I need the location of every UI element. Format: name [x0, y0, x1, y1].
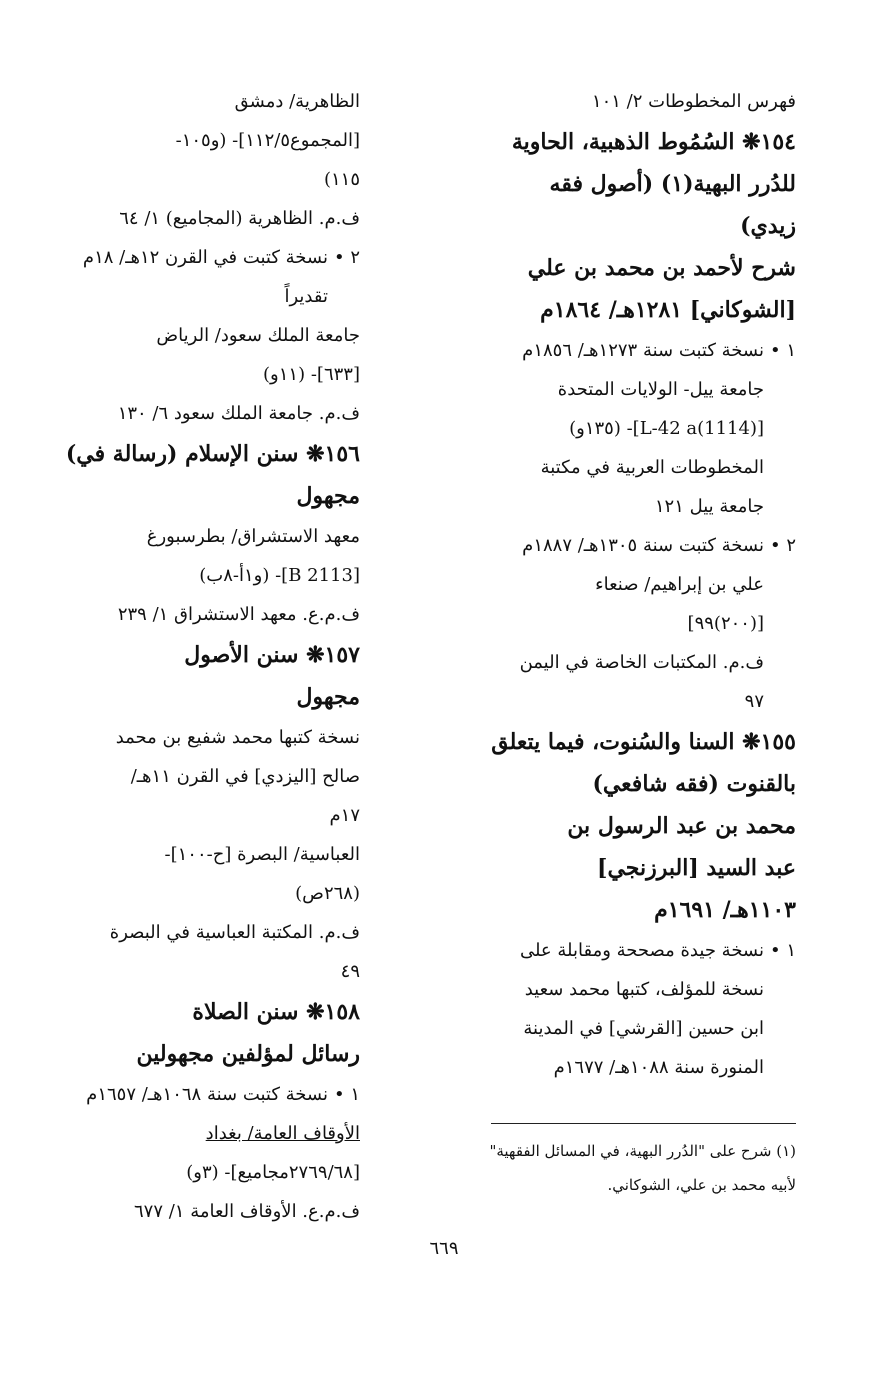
entry-text: نسخة كتبت في القرن ١٢هـ/ ١٨م [82, 247, 328, 268]
entry-heading: مجهول [296, 483, 360, 509]
text-line: (٢٦٨ص) [295, 883, 360, 904]
text-line: صالح [اليزدي] في القرن ١١هـ/ [130, 766, 360, 787]
text-line: المنورة سنة ١٠٨٨هـ/ ١٦٧٧م [553, 1057, 764, 1078]
entry-heading: عبد السيد [البرزنجي] [597, 855, 796, 881]
entry-heading: شرح لأحمد بن محمد بن علي [527, 255, 796, 281]
copy-entry [70, 1075, 360, 1114]
entry-number: ١ • [769, 940, 796, 961]
text-line: جامعة ييل ١٢١ [654, 496, 764, 517]
text-line: ٩٧ [744, 691, 764, 712]
entry-heading: ١٥٤❋ السُمُوط الذهبية، الحاوية [511, 129, 796, 155]
entry-heading: مجهول [296, 684, 360, 710]
entry-heading: ١٥٧❋ سنن الأصول [184, 642, 360, 668]
text-line: الظاهرية/ دمشق [234, 91, 360, 112]
text-line: نسخة للمؤلف، كتبها محمد سعيد [524, 979, 764, 1000]
text-line: علي بن إبراهيم/ صنعاء [595, 574, 764, 595]
text-line: ١٧م [329, 805, 360, 826]
copy-entry [461, 526, 796, 565]
text-line: ف.م. الظاهرية (المجاميع) ١/ ٦٤ [119, 208, 360, 229]
entry-number: ١ • [333, 1084, 360, 1105]
entry-heading: ١٥٦❋ سنن الإسلام (رسالة في) [65, 441, 360, 467]
entry-heading: ١١٠٣هـ/ ١٦٩١م [654, 897, 796, 923]
text-line: ١١٥) [323, 169, 360, 190]
text-line: ٤٩ [340, 961, 360, 982]
entry-heading: بالقنوت (فقه شافعي) [592, 771, 796, 797]
footnote-separator [491, 1123, 796, 1124]
entry-text: نسخة كتبت سنة ١٣٠٥هـ/ ١٨٨٧م [522, 535, 764, 556]
text-line: [(1114)L-42 a]- (١٣٥و) [569, 418, 764, 439]
entry-text: نسخة كتبت سنة ١٢٧٣هـ/ ١٨٥٦م [522, 340, 764, 361]
entry-text: نسخة جيدة مصححة ومقابلة على [519, 940, 764, 961]
entry-number: ٢ • [769, 535, 796, 556]
footnote [466, 1134, 796, 1202]
copy-entry [461, 331, 796, 370]
entry-heading: ١٥٥❋ السنا والسُنوت، فيما يتعلق [491, 729, 796, 755]
entry-text: نسخة كتبت سنة ١٠٦٨هـ/ ١٦٥٧م [86, 1084, 328, 1105]
text-line: ف.م. المكتبات الخاصة في اليمن [519, 652, 764, 673]
copy-entry [461, 931, 796, 970]
text-line: فهرس المخطوطات ٢/ ١٠١ [591, 91, 796, 112]
entry-heading: زيدي) [740, 213, 796, 239]
text-line: جامعة ييل- الولايات المتحدة [557, 379, 764, 400]
text-line: [٦٣٣]- (١١و) [263, 364, 360, 385]
text-line: ف.م. جامعة الملك سعود ٦/ ١٣٠ [117, 403, 360, 424]
text-line: ف.م. المكتبة العباسية في البصرة [109, 922, 360, 943]
left-column [65, 82, 360, 1231]
text-line: [٢٧٦٩/٦٨مجاميع]- (٣و) [186, 1162, 360, 1183]
entry-heading: ١٥٨❋ سنن الصلاة [192, 999, 360, 1025]
footnote-line-1: (١) شرح على "الدُرر البهية، في المسائل الفقهية" [489, 1142, 796, 1160]
text-line: [(٢٠٠)٩٩] [687, 613, 764, 634]
entry-heading: محمد بن عبد الرسول بن [567, 813, 796, 839]
text-line: معهد الاستشراق/ بطرسبورغ [146, 526, 360, 547]
right-column [461, 82, 796, 1087]
text-line: [المجموع١١٢/٥]- (و١٠٥- [175, 130, 360, 151]
text-line: نسخة كتبها محمد شفيع بن محمد [115, 727, 360, 748]
text-line: الأوقاف العامة/ بغداد [205, 1123, 360, 1144]
text-line: ابن حسين [القرشي] في المدينة [523, 1018, 764, 1039]
text-line: العباسية/ البصرة [ح-١٠٠]- [164, 844, 360, 865]
text-line: جامعة الملك سعود/ الرياض [156, 325, 360, 346]
entry-heading: للدُرر البهية(١) (أصول فقه [549, 171, 796, 197]
text-line: تقديراً [284, 286, 328, 307]
text-line: ف.م.ع. الأوقاف العامة ١/ ٦٧٧ [133, 1201, 360, 1222]
page-number: ٦٦٩ [429, 1238, 459, 1259]
entry-heading: [الشوكاني] ١٢٨١هـ/ ١٨٦٤م [540, 297, 796, 323]
footnote-line-2: لأبيه محمد بن علي، الشوكاني. [607, 1176, 796, 1194]
text-line: ف.م.ع. معهد الاستشراق ١/ ٢٣٩ [117, 604, 360, 625]
entry-heading: رسائل لمؤلفين مجهولين [136, 1041, 360, 1067]
text-line: المخطوطات العربية في مكتبة [540, 457, 764, 478]
copy-entry [70, 238, 360, 277]
text-line: [B 2113]- (و١أ-٨ب) [199, 565, 360, 586]
entry-number: ١ • [769, 340, 796, 361]
entry-number: ٢ • [333, 247, 360, 268]
